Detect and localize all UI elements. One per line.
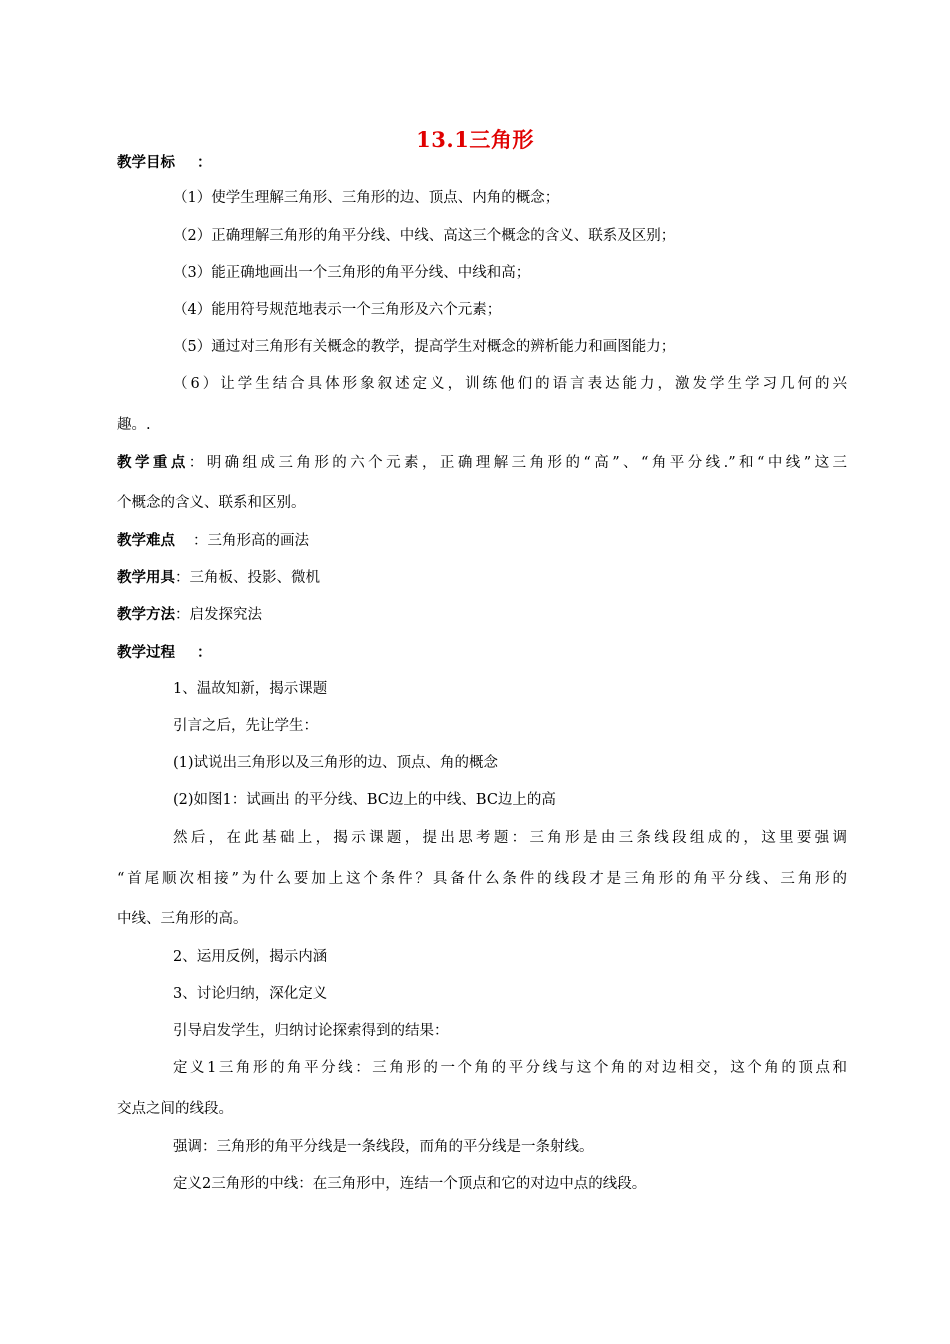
objective-item: （6）让学生结合具体形象叙述定义，训练他们的语言表达能力，激发学生学习几何的兴 (173, 376, 847, 392)
document-title: 13.1三角形 (416, 127, 534, 152)
difficulty-line (117, 531, 309, 551)
tools-text: ：三角板、投影、微机 (175, 570, 320, 586)
process-label: 教学过程 (117, 644, 175, 661)
process-line: 3、讨论归纳，深化定义 (173, 986, 328, 1002)
process-line: 定义1三角形的角平分线：三角形的一个角的平分线与这个角的对边相交，这个角的顶点和 (173, 1060, 847, 1076)
process-line: 定义2三角形的中线：在三角形中，连结一个顶点和它的对边中点的线段。 (173, 1176, 647, 1192)
process-line: (2)如图1：试画出 的平分线、BC边上的中线、BC边上的高 (173, 792, 556, 808)
process-line: 引导启发学生，归纳讨论探索得到的结果： (173, 1023, 449, 1039)
process-line: (1)试说出三角形以及三角形的边、顶点、角的概念 (173, 755, 499, 771)
process-line: “首尾顺次相接”为什么要加上这个条件？具备什么条件的线段才是三角形的角平分线、三角形的 (117, 871, 847, 887)
process-line: 1、温故知新，揭示课题 (173, 681, 328, 697)
process-line: 强调：三角形的角平分线是一条线段，而角的平分线是一条射线。 (173, 1139, 594, 1155)
difficulty-label: 教学难点 (117, 532, 175, 549)
process-line: 2、运用反例，揭示内涵 (173, 949, 328, 965)
objective-item: （2）正确理解三角形的角平分线、中线、高这三个概念的含义、联系及区别； (173, 228, 676, 244)
process-heading (117, 643, 212, 663)
objectives-separator: ： (197, 154, 212, 171)
process-separator: ： (197, 644, 212, 661)
key-points-continued: 个概念的含义、联系和区别。 (117, 495, 306, 511)
objective-item-continued: 趣。. (117, 417, 151, 433)
process-line: 引言之后，先让学生： (173, 718, 318, 734)
key-points-label: 教学重点 (117, 454, 189, 471)
method-label: 教学方法 (117, 606, 175, 623)
objective-item: （3）能正确地画出一个三角形的角平分线、中线和高； (173, 265, 531, 281)
objective-item: （4）能用符号规范地表示一个三角形及六个元素； (173, 302, 502, 318)
process-line: 交点之间的线段。 (117, 1101, 233, 1117)
difficulty-text: ：三角形高的画法 (193, 533, 309, 549)
objectives-heading (117, 153, 212, 173)
method-text: ：启发探究法 (175, 607, 262, 623)
tools-label: 教学用具 (117, 569, 175, 586)
key-points-line (117, 453, 847, 473)
tools-line (117, 568, 320, 588)
objective-item: （5）通过对三角形有关概念的教学，提高学生对概念的辨析能力和画图能力； (173, 339, 676, 355)
process-line: 然后，在此基础上，揭示课题，提出思考题：三角形是由三条线段组成的，这里要强调 (173, 830, 847, 846)
process-line: 中线、三角形的高。 (117, 911, 248, 927)
objective-item: （1）使学生理解三角形、三角形的边、顶点、内角的概念； (173, 190, 560, 206)
method-line (117, 605, 262, 625)
key-points-text: ：明确组成三角形的六个元素，正确理解三角形的“高”、“角平分线.”和“中线”这三 (188, 455, 848, 471)
objectives-label: 教学目标 (117, 154, 175, 171)
